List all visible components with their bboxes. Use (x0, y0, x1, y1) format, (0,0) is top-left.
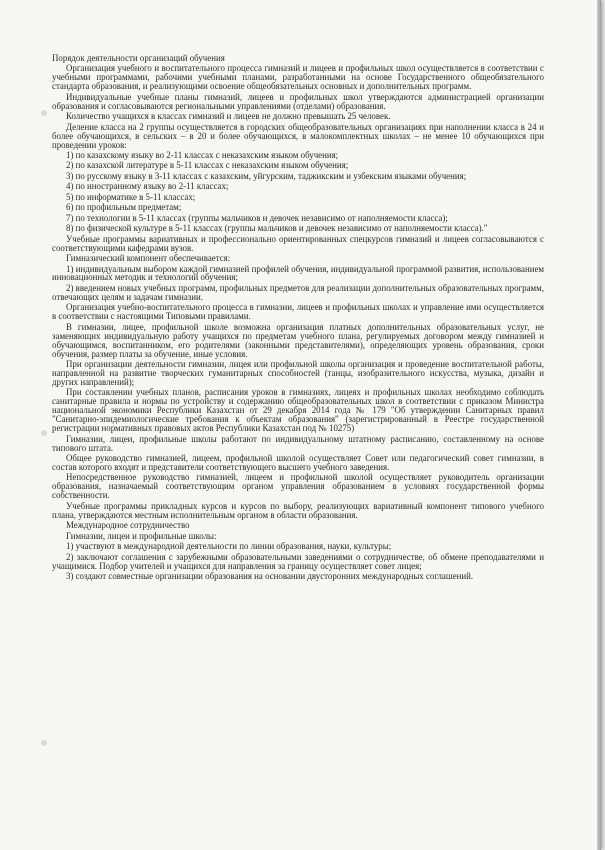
paragraph: Общее руководство гимназией, лицеем, профильной школой осуществляет Совет или педагогический совет гимназии, в состав которого входят и представители соответствующего высшего учебного заведения. (52, 453, 544, 473)
paragraph: Организация учебного и воспитательного процесса гимназий и лицеев и профильных школ осуществляется в соответствии с учебными программами, рабочими учебными планами, разработанными на основе Государственного общеобязательного стандарта образования, и реализующими освоение общеобязательных основных и дополнительных программ. (52, 63, 544, 92)
list-item: 4) по иностранному языку во 2-11 классах; (66, 181, 229, 192)
paragraph: Индивидуальные учебные планы гимназий, лицеев и профильных школ утверждаются администрацией организации образования и согласовываются региональными управлениями (отделами) образования. (52, 91, 544, 111)
list-item: 2) заключают соглашения с зарубежными образовательными заведениями о сотрудничестве, об обмене преподавателями и учащимися. Подбор учителей и учащихся для направления за границу осуществляет совет лицея; (52, 551, 544, 571)
list-item: 5) по информатике в 5-11 классах; (66, 191, 196, 202)
paragraph: Количество учащихся в классах гимназий и лицеев не должно превышать 25 человек. (66, 111, 391, 122)
punch-hole-mark (41, 430, 47, 436)
paragraph: Учебные программы вариативных и профессионально ориентированных спецкурсов гимназий и лицеев согласовываются с соответствующими кафедрами вузов. (52, 233, 544, 253)
paragraph: Деление класса на 2 группы осуществляется в городских общеобразовательных организациях при наполнении класса в 24 и более обучающихся, в сельских – в 20 и более обучающихся, в малокомплектных школах – не менее 10 обучающихся при проведении уроков: (52, 121, 544, 150)
list-item: 2) по казахской литературе в 5-11 классах с неказахским языком обучения; (66, 160, 349, 171)
paragraph: Организация учебно-воспитательного процесса в гимназии, лицеев и профильных школах и управление ими осуществляется в соответствии с настоящими Типовыми правилами. (52, 302, 544, 322)
paragraph: Непосредственное руководство гимназией, лицеем и профильной школой осуществляет руководитель организации образования, назначаемый соответствующим органом управления образованием в условиях государственной формы собственности. (52, 472, 544, 501)
paragraph: При составлении учебных планов, расписания уроков в гимназиях, лицеях и профильных школах необходимо соблюдать санитарные правила и нормы по устройству и содержанию общеобразовательных школ в соответствии с приказом Министра национальной экономики Республики Казахстан от 29 декабря 2014 года № 179 "Об утверждении Санитарных правил "Санитарно-эпидемиологические требования к объектам образования" (зарегистрированный в Реестре государственной регистрации нормативных правовых актов Республики Казахстан под № 10275) (52, 387, 544, 434)
list-item: 6) по профильным предметам; (66, 202, 182, 213)
paragraph: Учебные программы прикладных курсов и курсов по выбору, реализующих вариативный компонент типового учебного плана, утверждаются местным исполнительным органом в области образования. (52, 500, 544, 520)
list-item: 8) по физической культуре в 5-11 классах (группы мальчиков и девочек независимо от наполняемости класса)." (66, 223, 488, 234)
punch-hole-mark (41, 110, 47, 116)
paragraph: При организации деятельности гимназии, лицея или профильной школы организация и проведение воспитательной работы, направленной на развитие творческих гуманитарных способностей (танцы, изобразительного искусства, музыка, дизайн и других направлений); (52, 359, 544, 387)
list-item: 1) участвуют в международной деятельности по линии образования, науки, культуры; (66, 541, 392, 552)
paragraph: Гимназии, лицеи и профильные школы: (66, 530, 217, 541)
paragraph: В гимназии, лицее, профильной школе возможна организация платных дополнительных образовательных услуг, не заменяющих индивидуальную работу учащихся по предметам учебного плана, регулируемых договором между гимназией и обучающимся, воспитанником, его родителями (законными представителями), определяющих уровень образования, сроки обучения, размер платы за обучение, иные условия. (52, 321, 544, 359)
paragraph: Гимназический компонент обеспечивается: (66, 253, 231, 264)
page-edge-shadow (597, 0, 601, 850)
list-item: 2) введением новых учебных программ, профильных предметов для реализации дополнительных образовательных программ, отвечающих целям и задачам гимназии. (52, 282, 544, 302)
paragraph: Международное сотрудничество (66, 520, 190, 531)
list-item: 1) индивидуальным выбором каждой гимназией профилей обучения, индивидуальной программой развития, использованием инновационных методик и технологий обучения; (52, 263, 544, 283)
document-heading: Порядок деятельности организаций обучения (52, 53, 225, 63)
punch-hole-mark (41, 740, 47, 746)
paragraph-list (52, 64, 544, 581)
list-item: 7) по технологии в 5-11 классах (группы мальчиков и девочек независимо от наполняемости класса); (66, 212, 448, 223)
document-body (52, 54, 544, 582)
paragraph: Гимназии, лицеи, профильные школы работают по индивидуальному штатному расписанию, составленному на основе типового штата. (52, 433, 544, 453)
list-item: 1) по казахскому языку во 2-11 классах с неказахским языком обучения; (66, 150, 339, 161)
list-item: 3) создают совместные организации образования на основании двусторонних международных соглашений. (66, 571, 474, 582)
list-item: 3) по русскому языку в 3-11 классах с казахским, уйгурским, таджикским и узбекским языками обучения; (66, 170, 467, 181)
